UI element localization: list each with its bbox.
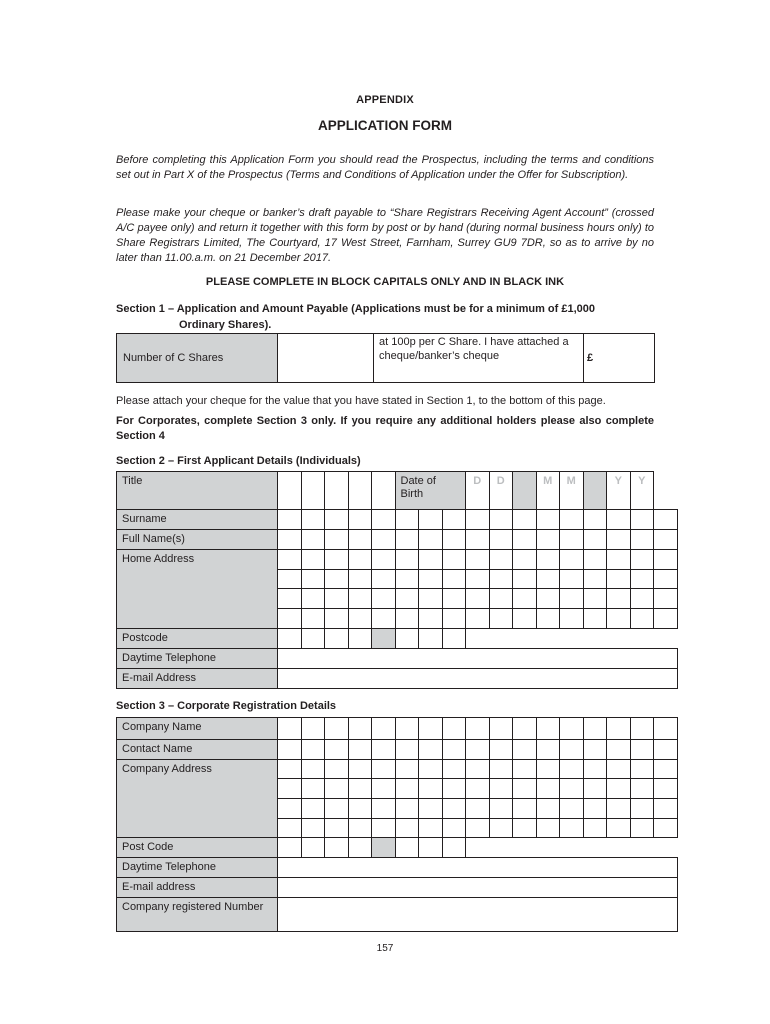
company-address-box[interactable] [583,819,607,838]
address-box[interactable] [654,550,678,570]
dob-separator [513,472,537,510]
company-address-box[interactable] [466,799,490,819]
contact-name-box[interactable] [278,740,302,760]
postcode-box[interactable] [325,629,349,649]
dob-separator [583,472,607,510]
address-box[interactable] [654,570,678,589]
address-box[interactable] [583,589,607,609]
company-address-box[interactable] [325,819,349,838]
surname-label: Surname [117,510,278,530]
address-box[interactable] [560,550,584,570]
postcode-label: Postcode [117,629,278,649]
contact-name-box[interactable] [372,740,396,760]
company-name-box[interactable] [560,718,584,740]
postcode-box[interactable] [395,629,419,649]
company-address-box[interactable] [419,760,443,779]
company-email-label: E-mail address [117,878,278,898]
address-box[interactable] [466,609,490,629]
full-names-label: Full Name(s) [117,530,278,550]
company-telephone-input[interactable] [278,858,678,878]
cheque-note: Please attach your cheque for the value that you have stated in Section 1, to the bottom of this page. [116,395,606,407]
company-address-box[interactable] [560,760,584,779]
company-address-box[interactable] [325,760,349,779]
home-address-label: Home Address [117,550,278,629]
company-address-box[interactable] [513,760,537,779]
surname-box[interactable] [560,510,584,530]
company-address-box[interactable] [348,819,372,838]
address-box[interactable] [654,589,678,609]
section1-heading-line2: Ordinary Shares). [179,319,272,331]
address-box[interactable] [583,550,607,570]
block-capitals-instruction: PLEASE COMPLETE IN BLOCK CAPITALS ONLY AND IN BLACK INK [205,276,565,288]
full-names-box[interactable] [325,530,349,550]
company-registered-number-label: Company registered Number [117,898,278,932]
company-address-box[interactable] [583,799,607,819]
company-address-box[interactable] [348,799,372,819]
company-address-box[interactable] [536,819,560,838]
address-box[interactable] [442,589,466,609]
section2-heading: Section 2 – First Applicant Details (Individuals) [116,455,361,467]
address-box[interactable] [630,589,654,609]
corporate-note: For Corporates, complete Section 3 only. If you require any additional holders please also complete Section 4 [116,415,654,442]
company-address-box[interactable] [536,760,560,779]
company-address-box[interactable] [278,819,302,838]
company-address-box[interactable] [278,760,302,779]
company-name-box[interactable] [301,718,325,740]
section1-heading [116,301,654,333]
appendix-heading: APPENDIX [356,94,414,106]
company-address-box[interactable] [607,799,631,819]
dob-year-box[interactable]: Y [607,472,631,510]
post-code-box[interactable] [301,838,325,858]
address-box[interactable] [442,609,466,629]
full-names-box[interactable] [583,530,607,550]
company-address-box[interactable] [513,779,537,799]
address-box[interactable] [489,589,513,609]
company-registered-number-input[interactable] [278,898,678,932]
company-address-box[interactable] [560,819,584,838]
surname-box[interactable] [442,510,466,530]
company-address-box[interactable] [395,760,419,779]
address-box[interactable] [325,570,349,589]
company-name-box[interactable] [654,718,678,740]
full-names-box[interactable] [536,530,560,550]
contact-name-box[interactable] [513,740,537,760]
address-box[interactable] [301,609,325,629]
dob-year-box[interactable]: Y [630,472,654,510]
company-name-box[interactable] [630,718,654,740]
contact-name-box[interactable] [348,740,372,760]
section3-heading: Section 3 – Corporate Registration Details [116,700,337,712]
title-box[interactable] [372,472,396,510]
company-address-box[interactable] [583,779,607,799]
address-box[interactable] [278,570,302,589]
company-address-box[interactable] [301,779,325,799]
section1-heading-line1: Section 1 – Application and Amount Payable (Applications must be for a minimum of £1,000 [116,303,595,315]
address-box[interactable] [583,570,607,589]
contact-name-box[interactable] [419,740,443,760]
company-address-box[interactable] [489,760,513,779]
address-box[interactable] [536,589,560,609]
company-name-box[interactable] [372,718,396,740]
address-box[interactable] [489,609,513,629]
contact-name-box[interactable] [630,740,654,760]
company-address-box[interactable] [395,779,419,799]
company-address-box[interactable] [489,779,513,799]
company-address-box[interactable] [630,819,654,838]
address-box[interactable] [513,609,537,629]
company-address-box[interactable] [325,779,349,799]
company-address-box[interactable] [348,779,372,799]
company-address-box[interactable] [442,819,466,838]
surname-box[interactable] [489,510,513,530]
surname-box[interactable] [419,510,443,530]
company-name-box[interactable] [325,718,349,740]
contact-name-box[interactable] [395,740,419,760]
company-address-box[interactable] [630,779,654,799]
full-names-box[interactable] [466,530,490,550]
section2-table [116,471,678,689]
address-box[interactable] [560,570,584,589]
surname-box[interactable] [630,510,654,530]
post-code-box[interactable] [419,838,443,858]
company-address-box[interactable] [607,819,631,838]
contact-name-box[interactable] [607,740,631,760]
post-code-separator [372,838,396,858]
company-name-label: Company Name [117,718,278,740]
number-of-c-shares-label: Number of C Shares [117,334,278,383]
address-box[interactable] [372,550,396,570]
contact-name-box[interactable] [654,740,678,760]
surname-box[interactable] [607,510,631,530]
surname-box[interactable] [513,510,537,530]
company-address-box[interactable] [348,760,372,779]
full-names-box[interactable] [301,530,325,550]
address-box[interactable] [466,589,490,609]
company-address-box[interactable] [301,760,325,779]
post-code-box[interactable] [348,838,372,858]
address-box[interactable] [325,550,349,570]
full-names-box[interactable] [607,530,631,550]
email-address-label: E-mail Address [117,669,278,689]
address-box[interactable] [419,609,443,629]
full-names-box[interactable] [442,530,466,550]
surname-box[interactable] [301,510,325,530]
email-address-input[interactable] [278,669,678,689]
address-box[interactable] [348,609,372,629]
intro-paragraph-1: Before completing this Application Form you should read the Prospectus, including the terms and conditions set out in Part X of the Prospectus (Terms and Conditions of Application under the Offer for Subscription). [116,154,654,181]
surname-box[interactable] [466,510,490,530]
company-address-box[interactable] [607,760,631,779]
daytime-telephone-input[interactable] [278,649,678,669]
company-name-box[interactable] [583,718,607,740]
address-box[interactable] [489,550,513,570]
company-name-box[interactable] [278,718,302,740]
address-box[interactable] [419,570,443,589]
contact-name-box[interactable] [583,740,607,760]
address-box[interactable] [607,589,631,609]
full-names-box[interactable] [489,530,513,550]
post-code-blank [466,838,678,858]
company-telephone-label: Daytime Telephone [117,858,278,878]
pound-sign: £ [587,351,594,364]
postcode-separator [372,629,396,649]
address-box[interactable] [348,550,372,570]
address-box[interactable] [348,570,372,589]
postcode-box[interactable] [442,629,466,649]
contact-name-box[interactable] [489,740,513,760]
company-address-box[interactable] [536,799,560,819]
address-box[interactable] [536,570,560,589]
company-address-box[interactable] [630,799,654,819]
address-box[interactable] [630,550,654,570]
address-box[interactable] [301,589,325,609]
title-box[interactable] [325,472,349,510]
company-address-box[interactable] [419,819,443,838]
address-box[interactable] [348,589,372,609]
company-address-box[interactable] [372,760,396,779]
address-box[interactable] [489,570,513,589]
postcode-box[interactable] [301,629,325,649]
contact-name-box[interactable] [325,740,349,760]
company-name-box[interactable] [442,718,466,740]
company-address-box[interactable] [654,779,678,799]
surname-box[interactable] [654,510,678,530]
address-box[interactable] [466,570,490,589]
address-box[interactable] [630,570,654,589]
form-title: APPLICATION FORM [318,118,452,133]
address-box[interactable] [442,570,466,589]
contact-name-label: Contact Name [117,740,278,760]
company-address-label: Company Address [117,760,278,838]
company-name-box[interactable] [348,718,372,740]
company-address-box[interactable] [654,760,678,779]
company-address-box[interactable] [560,779,584,799]
company-address-box[interactable] [466,819,490,838]
date-of-birth-label: Date of Birth [395,472,466,510]
address-box[interactable] [372,589,396,609]
address-box[interactable] [372,609,396,629]
address-box[interactable] [395,589,419,609]
post-code-label: Post Code [117,838,278,858]
company-address-box[interactable] [325,799,349,819]
address-box[interactable] [536,609,560,629]
address-box[interactable] [560,609,584,629]
post-code-box[interactable] [278,838,302,858]
company-address-box[interactable] [607,779,631,799]
company-address-box[interactable] [654,819,678,838]
company-name-box[interactable] [395,718,419,740]
address-box[interactable] [442,550,466,570]
address-box[interactable] [419,550,443,570]
company-address-box[interactable] [419,799,443,819]
number-of-c-shares-input[interactable] [278,334,374,383]
address-box[interactable] [630,609,654,629]
full-names-box[interactable] [513,530,537,550]
page-number: 157 [376,943,394,954]
title-box[interactable] [301,472,325,510]
address-box[interactable] [536,550,560,570]
contact-name-box[interactable] [442,740,466,760]
section3-table [116,717,678,932]
company-name-box[interactable] [513,718,537,740]
surname-box[interactable] [395,510,419,530]
contact-name-box[interactable] [301,740,325,760]
address-box[interactable] [466,550,490,570]
title-box[interactable] [348,472,372,510]
company-address-box[interactable] [372,819,396,838]
company-address-box[interactable] [630,760,654,779]
company-name-box[interactable] [419,718,443,740]
address-box[interactable] [419,589,443,609]
company-address-box[interactable] [489,819,513,838]
address-box[interactable] [301,570,325,589]
postcode-box[interactable] [419,629,443,649]
full-names-box[interactable] [630,530,654,550]
surname-box[interactable] [325,510,349,530]
postcode-blank [466,629,678,649]
company-name-box[interactable] [607,718,631,740]
postcode-box[interactable] [278,629,302,649]
company-address-box[interactable] [466,779,490,799]
company-name-box[interactable] [489,718,513,740]
address-box[interactable] [607,550,631,570]
address-box[interactable] [513,570,537,589]
full-names-box[interactable] [278,530,302,550]
contact-name-box[interactable] [466,740,490,760]
intro-paragraph-2: Please make your cheque or banker’s draft payable to “Share Registrars Receiving Agent Account” (crossed A/C payee only) and return it together with this form by post or by hand (during normal business hours only) to Share Registrars Limited, The Courtyard, 17 West Street, Farnham, Surrey GU9 7DR, so as to arrive by no later than 11.00.a.m. on 21 December 2017. [116,207,654,264]
dob-month-box[interactable]: M [536,472,560,510]
address-box[interactable] [278,589,302,609]
address-box[interactable] [395,550,419,570]
company-address-box[interactable] [466,760,490,779]
address-box[interactable] [560,589,584,609]
company-address-box[interactable] [513,799,537,819]
company-address-box[interactable] [489,799,513,819]
company-email-input[interactable] [278,878,678,898]
address-box[interactable] [301,550,325,570]
dob-day-box[interactable]: D [466,472,490,510]
company-name-box[interactable] [536,718,560,740]
dob-month-box[interactable]: M [560,472,584,510]
full-names-box[interactable] [395,530,419,550]
address-box[interactable] [325,609,349,629]
section1-payment-text: at 100p per C Share. I have attached a cheque/banker’s cheque [374,334,584,383]
address-box[interactable] [278,609,302,629]
company-name-box[interactable] [466,718,490,740]
contact-name-box[interactable] [560,740,584,760]
address-box[interactable] [395,570,419,589]
address-box[interactable] [513,550,537,570]
full-names-box[interactable] [419,530,443,550]
company-address-box[interactable] [536,779,560,799]
company-address-box[interactable] [442,799,466,819]
contact-name-box[interactable] [536,740,560,760]
address-box[interactable] [325,589,349,609]
company-address-box[interactable] [419,779,443,799]
company-address-box[interactable] [278,779,302,799]
post-code-box[interactable] [325,838,349,858]
title-box[interactable] [278,472,302,510]
address-box[interactable] [278,550,302,570]
full-names-box[interactable] [372,530,396,550]
title-label: Title [117,472,278,510]
company-address-box[interactable] [560,799,584,819]
company-address-box[interactable] [278,799,302,819]
address-box[interactable] [607,570,631,589]
company-address-box[interactable] [395,799,419,819]
address-box[interactable] [607,609,631,629]
dob-day-box[interactable]: D [489,472,513,510]
full-names-box[interactable] [560,530,584,550]
full-names-box[interactable] [348,530,372,550]
company-address-box[interactable] [395,819,419,838]
post-code-box[interactable] [442,838,466,858]
address-box[interactable] [395,609,419,629]
postcode-box[interactable] [348,629,372,649]
company-address-box[interactable] [583,760,607,779]
company-address-box[interactable] [442,760,466,779]
address-box[interactable] [654,609,678,629]
company-address-box[interactable] [442,779,466,799]
amount-input[interactable] [584,334,655,383]
address-box[interactable] [372,570,396,589]
surname-box[interactable] [372,510,396,530]
company-address-box[interactable] [372,799,396,819]
company-address-box[interactable] [372,779,396,799]
company-address-box[interactable] [301,799,325,819]
company-address-box[interactable] [301,819,325,838]
surname-box[interactable] [348,510,372,530]
address-box[interactable] [513,589,537,609]
surname-box[interactable] [278,510,302,530]
surname-box[interactable] [536,510,560,530]
company-address-box[interactable] [513,819,537,838]
full-names-box[interactable] [654,530,678,550]
address-box[interactable] [583,609,607,629]
surname-box[interactable] [583,510,607,530]
post-code-box[interactable] [395,838,419,858]
company-address-box[interactable] [654,799,678,819]
daytime-telephone-label: Daytime Telephone [117,649,278,669]
section1-table [116,333,655,383]
